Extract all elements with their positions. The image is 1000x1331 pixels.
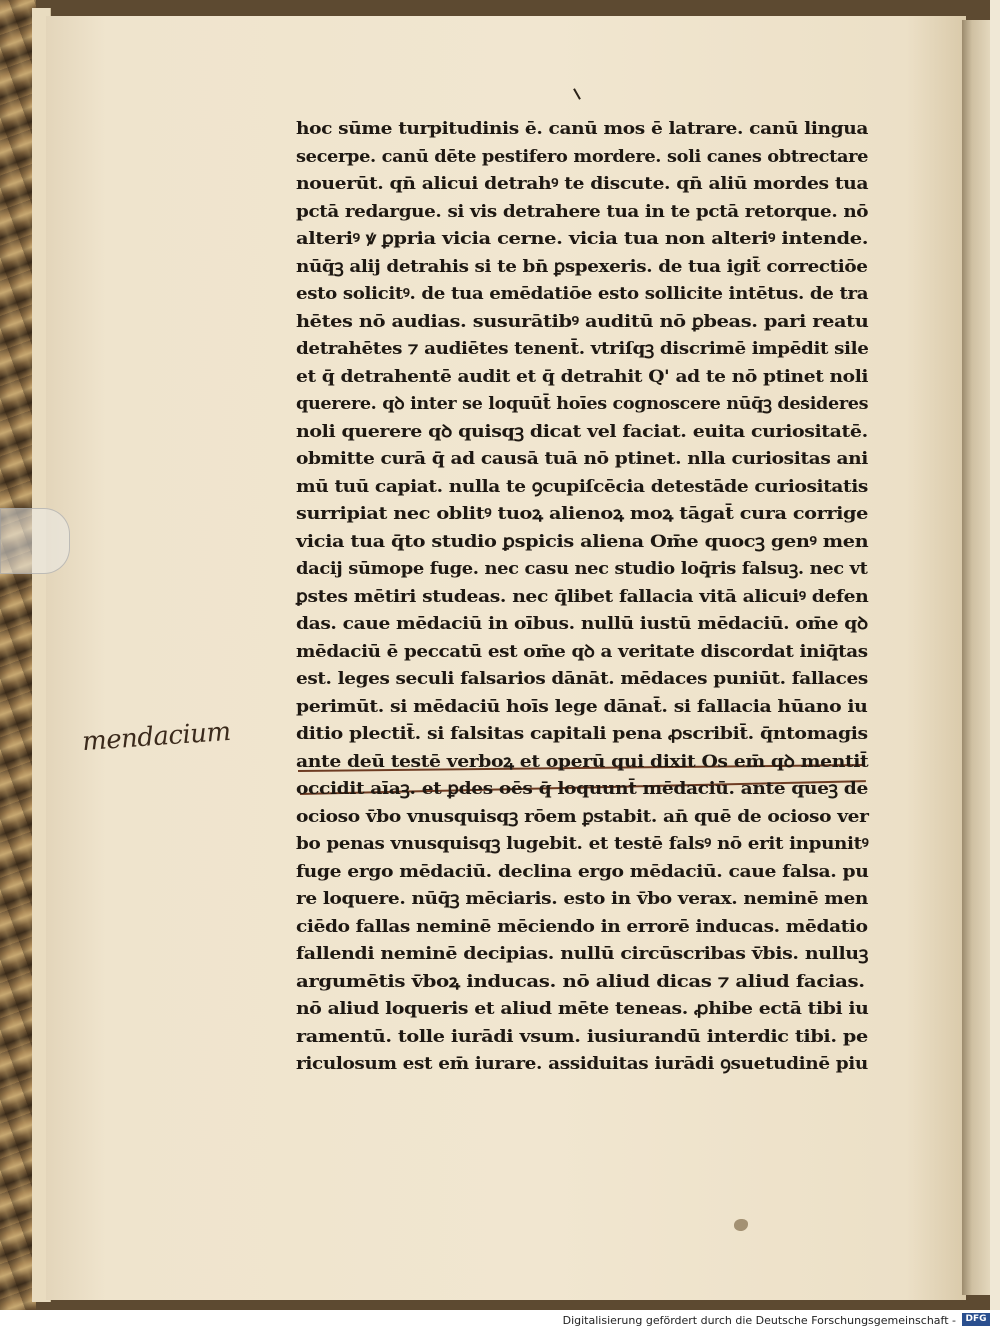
text-line: ramentū. tolle iurādi vsum. iusiurandū interdic tibi. pe (296, 1026, 868, 1047)
text-line: nūq̄ꝫ alij detrahis si te bn̄ ꝑspexeris. de tua igit̄ correctiōe (296, 256, 868, 277)
text-line: ciēdo fallas neminē mēciendo in errorē inducas. mēdatio (296, 916, 868, 937)
text-line: alteriꝰ ꝟ ꝑpria vicia cerne. vicia tua non alteriꝰ intende. (296, 229, 869, 249)
text-line: ditio plectit̄. si falsitas capitali pena ꝓscribit̄. q̄ntomagis (296, 724, 868, 744)
text-line: ꝑstes mētiri studeas. nec q̄libet fallacia vitā alicuiꝰ defen (296, 586, 869, 607)
text-line: bo penas vnusquisqꝫ lugebit. et testē falsꝰ nō erit inpunitꝰ (296, 834, 869, 854)
footer-bar (0, 1310, 1000, 1331)
page-clip (0, 508, 70, 574)
margin-annotation: mendacium (81, 716, 232, 758)
text-line: hētes nō audias. susurātibꝰ auditū nō ꝑbeas. pari reatu (296, 311, 869, 332)
text-line: nouerūt. qn̄ alicui detrahꝰ te discute. qn̄ aliū mordes tua (296, 174, 869, 194)
text-line: argumētis v̄boꝝ inducas. nō aliud dicas ⁊ aliud facias. (296, 971, 865, 992)
text-line: perimūt. si mēdaciū hoīs lege dānat̄. si fallacia hūano iu (296, 696, 868, 717)
text-line: das. caue mēdaciū in oībus. nullū iustū mēdaciū. om̄e qꝺ (296, 614, 868, 634)
text-line: secerpe. canū dēte pestifero mordere. soli canes obtrectare (296, 146, 869, 167)
text-line: obmitte curā q̄ ad causā tuā nō ptinet. nlla curiositas ani (296, 449, 868, 469)
text-line: re loquere. nūq̄ꝫ mēciaris. esto in v̄bo verax. neminē men (296, 889, 869, 909)
text-line: ocioso v̄bo vnusquisqꝫ rōem ꝑstabit. an̄ quē de ocioso ver (296, 806, 869, 827)
text-line: dacij sūmope fuge. nec casu nec studio loq̄ris falsuꝫ. nec vt (296, 559, 868, 579)
text-line: esto solicitꝰ. de tua emēdatiōe esto sollicite intētus. de tra (296, 284, 869, 304)
text-line: mū tuū capiat. nulla te ꝯcupiſcēcia detestāde curiositatis (296, 476, 868, 497)
text-line: ante deū testē verboꝝ et operū qui dixit Os em̄ qꝺ mentit̄ (296, 751, 869, 772)
text-line: vicia tua q̄to studio ꝑspicis aliena Om̄e quocꝫ genꝰ men (296, 531, 869, 552)
text-line: riculosum est em̄ iurare. assiduitas iurādi ꝯsuetudinē piu (296, 1054, 868, 1074)
text-line: fallendi neminē decipias. nullū circūscribas v̄bis. nulluꝫ (296, 944, 869, 964)
text-line: est. leges seculi falsarios dānāt. mēdaces puniūt. fallaces (296, 669, 868, 689)
text-line: occidit aīaꝫ. et ꝑdes oēs q̄ loquunt̄ mēdaciū. ante queꝫ de (296, 779, 868, 799)
text-line: querere. qꝺ inter se loquūt̄ hoīes cognoscere nūq̄ꝫ desideres (296, 394, 869, 414)
facing-page-edge (990, 0, 1000, 1310)
gutter-shadow (962, 20, 992, 1295)
marble-texture (0, 0, 36, 1310)
text-line: surripiat nec oblitꝰ tuoꝝ alienoꝝ moꝝ tāgat̄ cura corrige (296, 504, 868, 524)
text-line: fuge ergo mēdaciū. declina ergo mēdaciū. caue falsa. pu (296, 861, 869, 882)
text-line: mēdaciū ē peccatū est om̄e qꝺ a veritate discordat iniq̄tas (296, 641, 868, 662)
text-block (296, 116, 876, 1079)
text-line: nō aliud loqueris et aliud mēte teneas. ꝓhibe ectā tibi iu (296, 999, 869, 1019)
text-line: noli querere qꝺ quisqꝫ dicat vel faciat. euita curiositatē. (296, 421, 868, 442)
text-line: et q̄ detrahentē audit et q̄ detrahit Q' ad te nō ptinet noli (296, 366, 869, 387)
text-line: pctā redargue. si vis detrahere tua in te pctā retorque. nō (296, 201, 869, 222)
funding-credit: Digitalisierung gefördert durch die Deutsche Forschungsgemeinschaft - (562, 1314, 956, 1327)
text-line: detrahētes ⁊ audiētes tenent̄. vtriſqꝫ discrimē impēdit sile (296, 339, 869, 359)
text-line: hoc sūme turpitudinis ē. canū mos ē latrare. canū lingua (296, 119, 869, 139)
dfg-logo: DFG (962, 1313, 990, 1326)
